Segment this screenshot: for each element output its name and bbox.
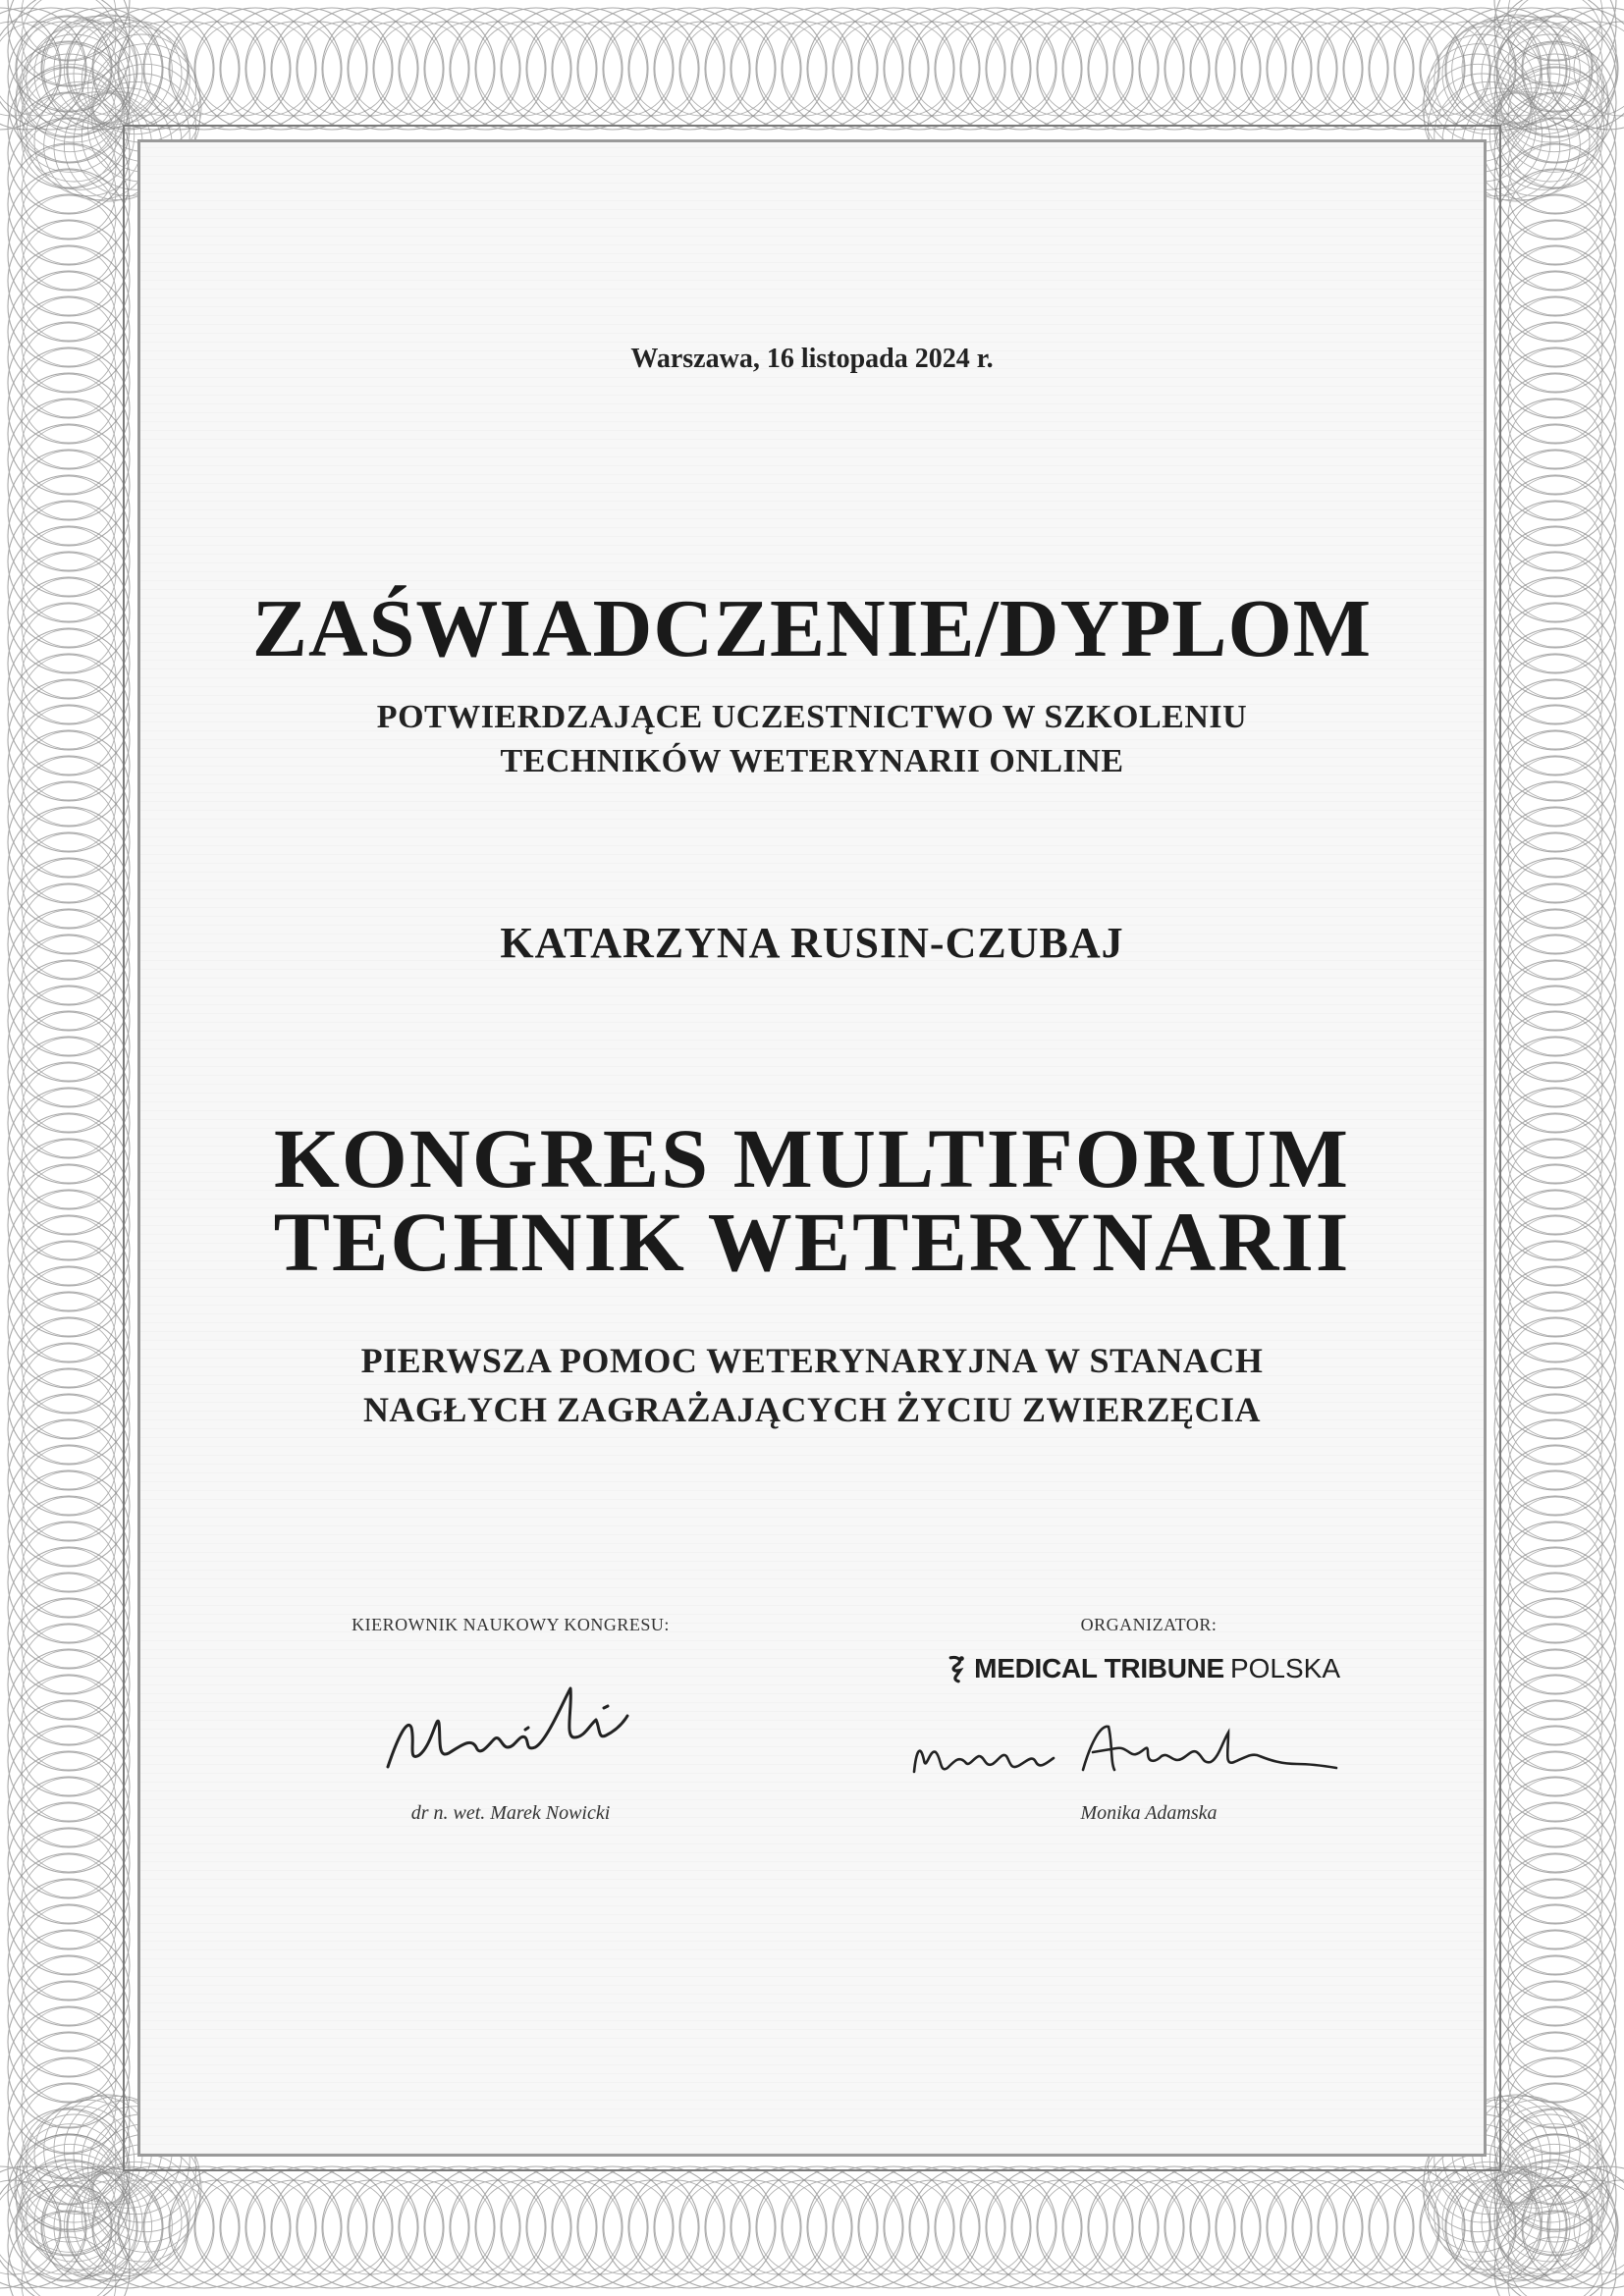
participant-name: KATARZYNA RUSIN-CZUBAJ [500, 919, 1124, 967]
signature-left [378, 1669, 643, 1787]
training-topic-line2: NAGŁYCH ZAGRAŻAJĄCYCH ŻYCIU ZWIERZĘCIA [362, 1390, 1262, 1429]
certificate-title: ZAŚWIADCZENIE/DYPLOM [251, 583, 1373, 674]
organizer-brand-bold: MEDICAL TRIBUNE [974, 1653, 1224, 1683]
training-topic-line1: PIERWSZA POMOC WETERYNARYJNA W STANACH [360, 1341, 1264, 1380]
scientific-director-caption: KIEROWNIK NAUKOWY KONGRESU: [352, 1615, 670, 1634]
organizer-brand-regular: POLSKA [1229, 1653, 1340, 1683]
certificate-subtitle-line1: POTWIERDZAJĄCE UCZESTNICTWO W SZKOLENIU [376, 699, 1248, 735]
scientific-director-name: dr n. wet. Marek Nowicki [410, 1802, 611, 1824]
signature-right [908, 1713, 1340, 1801]
event-name-line1: KONGRES MULTIFORUM [274, 1111, 1350, 1205]
medical-tribune-logo-icon [947, 1651, 966, 1686]
place-and-date: Warszawa, 16 listopada 2024 r. [630, 344, 994, 374]
organizer-signer-name: Monika Adamska [1080, 1802, 1218, 1824]
organizer-logo [947, 1649, 1340, 1688]
event-name-line2: TECHNIK WETERYNARII [273, 1195, 1351, 1289]
certificate-subtitle-line2: TECHNIKÓW WETERYNARII ONLINE [500, 743, 1124, 779]
organizer-caption: ORGANIZATOR: [1080, 1615, 1218, 1634]
